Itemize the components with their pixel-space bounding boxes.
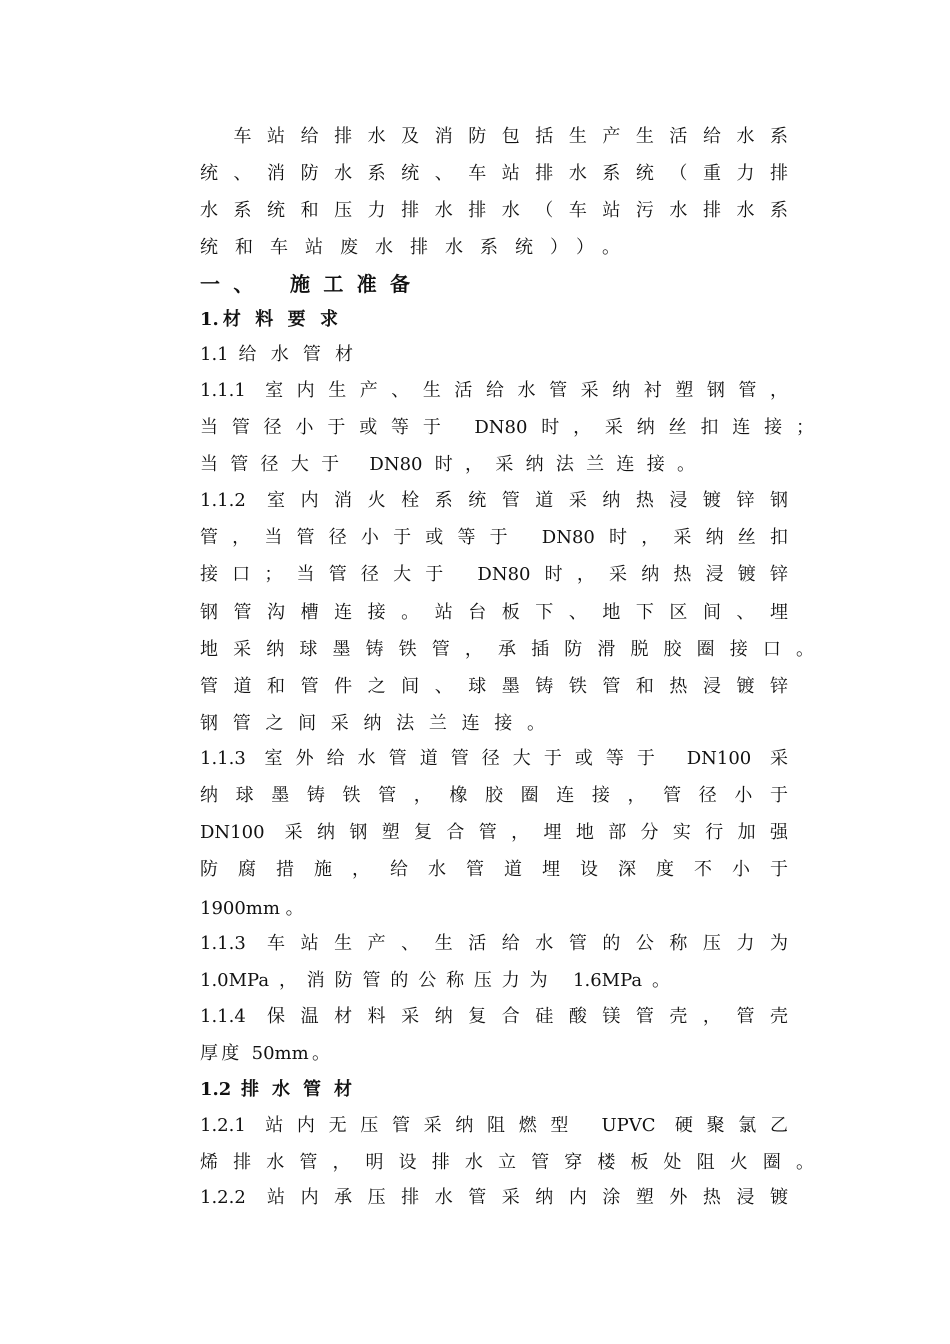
paragraph-line: 管道和管件之间、球墨铸铁管和热浸镀锌 (200, 676, 788, 697)
paragraph-line: 1.1.3 室外给水管道管径大于或等于 DN100 采 (200, 748, 788, 769)
paragraph-line: 1.2.1 站内无压管采纳阻燃型 UPVC 硬聚氯乙 (200, 1115, 788, 1136)
paragraph-line: 防腐措施，给水管道埋设深度不小于 (200, 859, 788, 880)
paragraph-line: 烯排水管，明设排水立管穿楼板处阻火圈。 (200, 1152, 814, 1173)
paragraph-line: 钢管沟槽连接。站台板下、地下区间、埋 (200, 602, 788, 623)
paragraph-line: 1.1.1 室内生产、生活给水管采纳衬塑钢管， (200, 380, 788, 401)
paragraph-line: 厚度 50mm。 (200, 1043, 330, 1064)
paragraph-line: 1.1.4 保温材料采纳复合硅酸镁管壳，管壳 (200, 1006, 788, 1027)
section-heading: 一、 施工准备 (200, 272, 410, 296)
paragraph-line: 统、消防水系统、车站排水系统（重力排 (200, 163, 788, 184)
paragraph-line: 纳球墨铸铁管，橡胶圈连接，管径小于 (200, 785, 788, 806)
paragraph-line: 1.1.3 车站生产、生活给水管的公称压力为 (200, 933, 788, 954)
paragraph-line: 当管径小于或等于 DN80时，采纳丝扣连接； (200, 417, 814, 438)
paragraph-line: 车站给排水及消防包括生产生活给水系 (200, 126, 788, 147)
paragraph-line: 1.2.2 站内承压排水管采纳内涂塑外热浸镀 (200, 1187, 788, 1208)
paragraph-line: 管，当管径小于或等于 DN80时，采纳丝扣 (200, 527, 788, 548)
paragraph-line: DN100 采纳钢塑复合管，埋地部分实行加强 (200, 822, 788, 843)
paragraph-line: 1.0MPa，消防管的公称压力为 1.6MPa。 (200, 970, 670, 991)
paragraph-line: 水系统和压力排水排水（车站污水排水系 (200, 200, 788, 221)
paragraph-line: 1900mm 。 (200, 898, 304, 919)
paragraph-line: 当管径大于 DN80时，采纳法兰连接。 (200, 454, 695, 475)
subsection-heading: 1.材 料 要 求 (200, 309, 338, 330)
paragraph-line: 地采纳球墨铸铁管，承插防滑脱胶圈接口。 (200, 639, 814, 660)
paragraph-line: 接口；当管径大于 DN80时，采纳热浸镀锌 (200, 564, 788, 585)
paragraph-line: 统和车站废水排水系统））。 (200, 237, 620, 258)
subsection-heading: 1.2 排 水 管 材 (200, 1079, 352, 1100)
subsection-heading: 1.1 给 水 管 材 (200, 344, 353, 365)
paragraph-line: 1.1.2 室内消火栓系统管道采纳热浸镀锌钢 (200, 490, 788, 511)
paragraph-line: 钢管之间采纳法兰连接。 (200, 713, 545, 734)
